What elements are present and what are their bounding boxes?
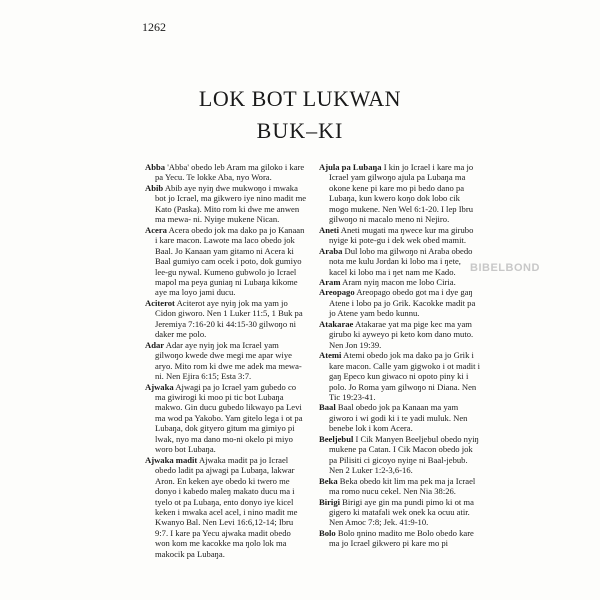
glossary-definition: Abib aye nyiŋ dwe mukwoŋo i mwaka bot jo Icrael, ma gikwero iye nino madit me Kato (Paska). Mito rom ki dwe me anwen ma mewa- ni. Nyiŋe mukene Nican. xyxy=(155,182,307,225)
glossary-term: Beeljebul xyxy=(319,433,354,444)
glossary-column-right xyxy=(319,162,481,549)
glossary-definition: Atemi obedo jok ma dako pa jo Grik i kare macon. Calle yam gigwoko i ot madit i gaŋ Epeco kun giwaco ni opoto piny ki i polo. Jo Roma yam gilwoŋo ni Diana. Nen Tic 19:23-41. xyxy=(329,350,481,402)
glossary-term: Baal xyxy=(319,402,336,413)
glossary-definition: Ajwaka madit pa jo Icrael obedo ladit pa ajwagi pa Lubaŋa, lakwar Aron. En keken aye obedo ki twero me donyo i kabedo maleŋ makato ducu ma i tyelo ot pa Lubaŋa, ento donyo iye kicel keken i mwaka acel acel, i nino madit me Kwanyo Bal. Nen Levi 16:6,12-14; Ibru 9:7. I kare pa Yecu ajwaka madit obedo won kom me kacokke ma ŋolo lok ma makocik pa Lubaŋa. xyxy=(155,454,298,559)
glossary-column-left xyxy=(145,162,307,559)
glossary-term: Atemi xyxy=(319,350,342,361)
page-title: LOK BOT LUKWAN xyxy=(198,86,402,111)
glossary-entry xyxy=(319,224,481,246)
glossary-definition: Baal obedo jok pa Kanaan ma yam giworo i wi godi ki i te yadi muluk. Nen benebe lok i kom Acera. xyxy=(329,402,468,434)
glossary-definition: Aciterot aye nyiŋ jok ma yam jo Cidon giworo. Nen 1 Luker 11:5, 1 Buk pa Jeremiya 7:16-20 ki 44:15-30 gilwoŋo ni daker me polo. xyxy=(155,297,303,340)
glossary-term: Ajwaka madit xyxy=(145,454,198,465)
glossary-term: Adar xyxy=(145,339,165,350)
glossary-entry xyxy=(145,224,307,298)
glossary-entry xyxy=(145,339,307,382)
glossary-entry xyxy=(145,381,307,455)
glossary-term: Bolo xyxy=(319,527,336,538)
glossary-term: Aneti xyxy=(319,224,340,235)
glossary-term: Birigi xyxy=(319,496,341,507)
glossary-term: Abba xyxy=(145,162,166,172)
glossary-entry xyxy=(319,527,481,549)
glossary-term: Araba xyxy=(319,245,343,256)
glossary-term: Ajula pa Lubaŋa xyxy=(319,162,382,172)
glossary-definition: 'Abba' obedo leb Aram ma giloko i kare pa Yecu. Te lokke Aba, nyo Wora. xyxy=(155,162,305,183)
watermark-logo: BIBELBOND xyxy=(470,262,540,274)
glossary-term: Ajwaka xyxy=(145,381,174,392)
glossary-entry xyxy=(319,475,481,497)
glossary-definition: Beka obedo kit lim ma pek ma ja Icrael ma romo nucu cekel. Nen Nia 38:26. xyxy=(329,475,476,497)
glossary-entry xyxy=(319,276,481,287)
page-number: 1262 xyxy=(142,20,166,34)
glossary-definition: Dul lobo ma gilwoŋo ni Araba obedo nota me kulu Jordan ki lobo ma i ŋete, kacel ki lobo ma i ŋet nam me Kado. xyxy=(329,245,473,277)
glossary-entry xyxy=(319,287,481,319)
glossary-definition: Acera obedo jok ma dako pa jo Kanaan i kare macon. Lawote ma laco obedo jok Baal. Jo Kanaan yam gitamo ni Acera ki Baal gumiyo cam ocek i poto, dok gumiyo lee-gu nywal. Kumeno gubwolo jo Icrael mapol ma peya guniaŋ ni Lubaŋa kikome aye ma loyo jami ducu. xyxy=(155,224,305,298)
glossary-term: Areopago xyxy=(319,287,355,298)
page-subtitle: BUK–KI xyxy=(256,118,344,143)
glossary-entry xyxy=(145,454,307,560)
glossary-definition: Areopago obedo got ma i dye gaŋ Atene i lobo pa jo Grik. Kacokke madit pa jo Atene yam bedo kunnu. xyxy=(329,287,476,319)
glossary-entry xyxy=(319,433,481,476)
glossary-term: Abib xyxy=(145,182,164,193)
glossary-term: Aciterot xyxy=(145,297,175,308)
glossary-definition: I Cik Manyen Beeljebul obedo nyiŋ mukene pa Catan. I Cik Macon obedo jok pa Pilisiti ci gicoyo nyiŋe ni Baal-jebub. Nen 2 Luker 1:2-3,6-16. xyxy=(329,433,479,476)
glossary-term: Aram xyxy=(319,276,341,287)
glossary-entry xyxy=(145,162,307,183)
glossary-entry xyxy=(319,318,481,350)
glossary-entry xyxy=(145,297,307,340)
glossary-entry xyxy=(319,245,481,277)
glossary-definition: Aneti mugati ma ŋwece kur ma girubo nyige ki pote-gu i dek wek obed mamit. xyxy=(329,224,474,246)
glossary-term: Acera xyxy=(145,224,167,235)
glossary-entry xyxy=(319,402,481,434)
glossary-definition: Atakarae yat ma pige kec ma yam girubo ki ayweyo pi keto kom dano muto. Nen Jon 19:39. xyxy=(329,318,474,350)
glossary-definition: Aram nyiŋ macon me lobo Ciria. xyxy=(340,276,456,287)
glossary-definition: I kin jo Icrael i kare ma jo Icrael yam gilwoŋo ajula pa Lubaŋa ma okone kene pi kare mo pi bedo dano pa Lubaŋa, kun kwero koŋo dok lobo cik mogo mukene. Nen Wel 6:1-20. I lep Ibru gilwoŋo ni macalo meno ni Nejiro. xyxy=(329,162,474,225)
glossary-definition: Bolo ŋnino madito me Bolo obedo kare ma jo Icrael gikwero pi kare mo pi xyxy=(329,527,474,549)
glossary-entry xyxy=(145,182,307,225)
glossary-entry xyxy=(319,350,481,402)
glossary-term: Beka xyxy=(319,475,338,486)
glossary-entry xyxy=(319,496,481,528)
glossary-definition: Ajwagi pa jo Icrael yam gubedo co ma giwirogi ki moo pi tic bot Lubaŋa makwo. Gin ducu gubedo likwayo pa Levi ma wod pa Yakobo. Yam gitelo lega i ot pa Lubaŋa, dok gityero gitum ma gimiyo pi lwak, nyo ma dano mo-ni okelo pi miyo woro bot Lubaŋa. xyxy=(155,381,303,455)
glossary-term: Atakarae xyxy=(319,318,354,329)
glossary-definition: Birigi aye gin ma pundi pimo ki ot ma gigero ki matafali wek onek ka ocuu atir. Nen Amoc 7:8; Jek. 41:9-10. xyxy=(329,496,474,528)
glossary-definition: Adar aye nyiŋ jok ma Icrael yam gilwoŋo kwede dwe megi me apar wiye aryo. Mito rom ki dwe me adek ma mewa-ni. Nen Ejira 6:15; Esta 3:7. xyxy=(155,339,302,382)
glossary-entry xyxy=(319,162,481,225)
